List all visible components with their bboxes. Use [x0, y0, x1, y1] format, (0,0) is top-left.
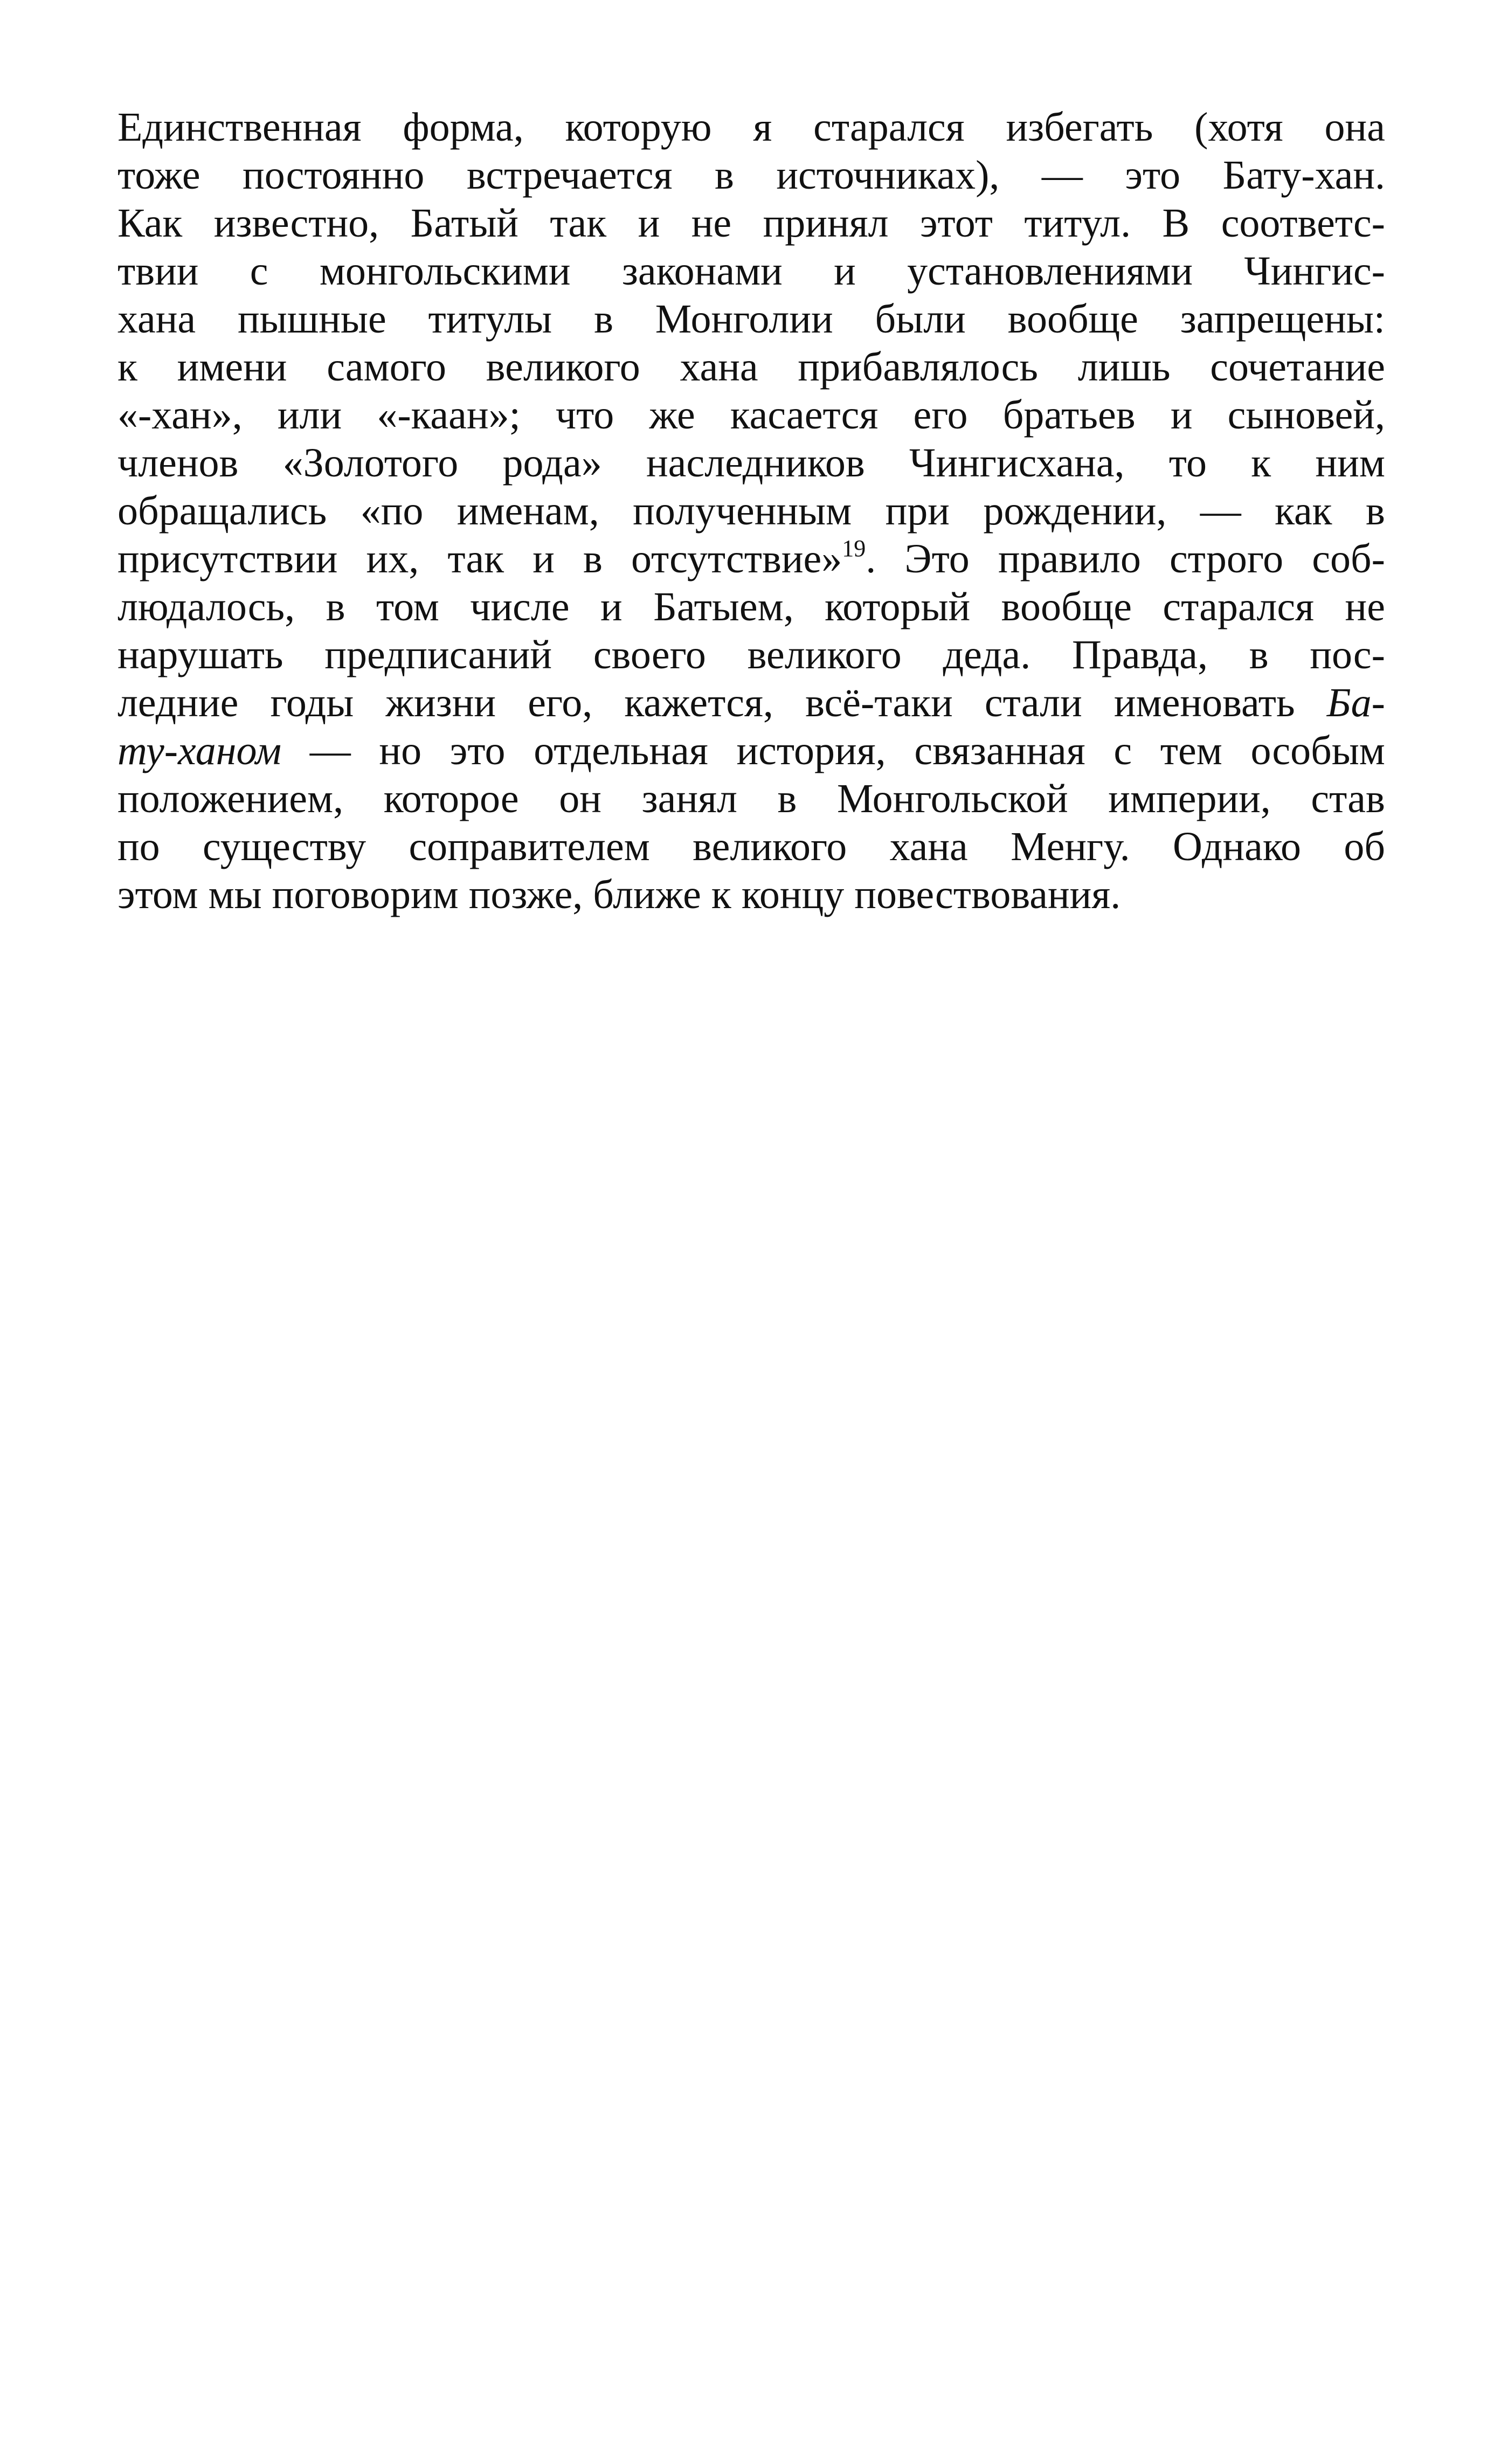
word: концу [741, 872, 845, 917]
word: источниках), [776, 153, 1000, 198]
word: лишь [1077, 344, 1171, 390]
word: великого [486, 344, 640, 390]
word: этом [117, 872, 198, 917]
word: деда. [943, 632, 1031, 677]
footnote-reference[interactable]: 19 [842, 535, 866, 562]
word: же [649, 392, 695, 438]
word: Единственная [117, 105, 362, 150]
word: людалось, [117, 584, 295, 629]
word: старался [1163, 584, 1315, 629]
word: предписаний [324, 632, 552, 677]
text-line-5 [117, 295, 1385, 343]
word: Правда, [1071, 632, 1208, 677]
word: в [1366, 488, 1385, 534]
word: пышные [237, 296, 386, 342]
word: по [117, 824, 160, 869]
word: рода» [502, 440, 602, 486]
word: — [1041, 153, 1083, 198]
text-line-10 [117, 535, 1385, 583]
word: старался [813, 105, 965, 150]
word: так [447, 536, 504, 582]
word: рождении, [983, 488, 1167, 534]
word: нарушать [117, 632, 283, 677]
word: пос- [1310, 632, 1385, 677]
text-line-8 [117, 439, 1385, 487]
word: с [250, 248, 268, 294]
word: существу [203, 824, 366, 869]
italic-word: Ба- [1326, 680, 1385, 725]
word: титул. [1024, 200, 1131, 246]
word: великого [747, 632, 902, 677]
word: не [691, 200, 732, 246]
word: числе [470, 584, 570, 629]
word: ближе [593, 872, 701, 917]
text-line-14 [117, 727, 1385, 775]
word: в [777, 776, 797, 821]
word: избегать [1006, 105, 1153, 150]
word: но [379, 728, 422, 773]
word: к [117, 344, 137, 390]
word: форма, [403, 105, 524, 150]
word: Монгольской [836, 776, 1068, 821]
word: сочетание [1210, 344, 1385, 390]
word: поговорим [272, 872, 459, 917]
word: как [1275, 488, 1332, 534]
word: запрещены: [1180, 296, 1385, 342]
word: установлениями [907, 248, 1193, 294]
word: позже, [468, 872, 583, 917]
text-line-4 [117, 247, 1385, 295]
word: (хотя [1194, 105, 1283, 150]
word: «-хан», [117, 392, 243, 438]
word: хана [117, 296, 196, 342]
word: именам, [456, 488, 599, 534]
word: присутствии [117, 536, 338, 582]
word: в [715, 153, 734, 198]
text-line-13 [117, 679, 1385, 727]
text-line-16 [117, 823, 1385, 871]
word: так [550, 200, 607, 246]
word: соправителем [409, 824, 650, 869]
word: хана [889, 824, 968, 869]
text-line-1 [117, 103, 1385, 151]
word: прибавлялось [798, 344, 1039, 390]
word: В [1162, 200, 1190, 246]
word: законами [621, 248, 783, 294]
word: империи, [1108, 776, 1271, 821]
word: стали [984, 680, 1082, 725]
word: Бату-хан. [1222, 153, 1385, 198]
word: это [1125, 153, 1181, 198]
word: его [913, 392, 968, 438]
word: и [532, 536, 555, 582]
italic-word: ту-ханом [117, 728, 282, 773]
word: в [1249, 632, 1269, 677]
word: принял [763, 200, 889, 246]
word: вообще [1001, 584, 1132, 629]
footnote-punctuation: . [866, 536, 876, 582]
word: — [1200, 488, 1241, 534]
word: тоже [117, 153, 200, 198]
word: всё-таки [805, 680, 953, 725]
word: Монголии [655, 296, 833, 342]
word: Чингис- [1244, 248, 1385, 294]
word: ледние [117, 680, 239, 725]
text-line-2 [117, 151, 1385, 199]
word: братьев [1002, 392, 1136, 438]
word: в [594, 296, 613, 342]
word: который [825, 584, 971, 629]
word: жизни [385, 680, 496, 725]
word: Батыем, [653, 584, 794, 629]
word: имени [177, 344, 287, 390]
word: членов [117, 440, 239, 486]
word: соответс- [1221, 200, 1385, 246]
word: известно, [213, 200, 379, 246]
word: в [583, 536, 603, 582]
word: при [885, 488, 950, 534]
word: монгольскими [319, 248, 571, 294]
word: повествования. [854, 872, 1121, 917]
word: положением, [117, 776, 344, 821]
word: не [1345, 584, 1385, 629]
word: к [1251, 440, 1271, 486]
word: соб- [1312, 536, 1385, 582]
word: став [1311, 776, 1385, 821]
word: твии [117, 248, 199, 294]
word: этот [919, 200, 993, 246]
word: или [277, 392, 342, 438]
text-line-11 [117, 583, 1385, 631]
word: обращались [117, 488, 327, 534]
word: к [711, 872, 731, 917]
word: их, [366, 536, 419, 582]
text-line-6 [117, 343, 1385, 391]
word: «Золотого [282, 440, 459, 486]
word: особым [1250, 728, 1385, 773]
word: самого [327, 344, 446, 390]
word: и [638, 200, 660, 246]
word: его, [528, 680, 593, 725]
word: он [559, 776, 601, 821]
word: то [1168, 440, 1207, 486]
word: встречается [466, 153, 673, 198]
word: отдельная [534, 728, 708, 773]
word: история, [736, 728, 886, 773]
word: годы [270, 680, 354, 725]
word: том [376, 584, 439, 629]
word: кажется, [624, 680, 773, 725]
word: связанная [914, 728, 1085, 773]
word: занял [641, 776, 737, 821]
word: и [1170, 392, 1193, 438]
word-with-footnote [631, 535, 876, 583]
word: с [1113, 728, 1132, 773]
word: которое [383, 776, 519, 821]
word: в [326, 584, 345, 629]
word: Как [117, 200, 183, 246]
word: правило [998, 536, 1141, 582]
word: «-каан»; [377, 392, 521, 438]
word: — [309, 728, 351, 773]
word: об [1344, 824, 1385, 869]
word: Чингисхана, [909, 440, 1125, 486]
text-line-17 [117, 871, 1385, 919]
word: титулы [428, 296, 552, 342]
word: были [875, 296, 966, 342]
word: ним [1315, 440, 1385, 486]
word: мы [208, 872, 262, 917]
word: постоянно [243, 153, 425, 198]
text-line-12 [117, 631, 1385, 679]
word: «по [360, 488, 424, 534]
text-line-7 [117, 391, 1385, 439]
word: это [449, 728, 506, 773]
word: наследников [646, 440, 865, 486]
text-line-9 [117, 487, 1385, 535]
word: вообще [1007, 296, 1138, 342]
word: Менгу. [1011, 824, 1130, 869]
word: касается [730, 392, 879, 438]
word: и [834, 248, 856, 294]
text-line-15 [117, 775, 1385, 823]
word: Это [904, 536, 970, 582]
word: и [600, 584, 622, 629]
body-paragraph [117, 103, 1385, 919]
word: сыновей, [1227, 392, 1385, 438]
word: Однако [1172, 824, 1301, 869]
word: тем [1160, 728, 1222, 773]
word: я [753, 105, 772, 150]
word: она [1324, 105, 1385, 150]
word: хана [680, 344, 758, 390]
word: что [555, 392, 614, 438]
word: строго [1169, 536, 1284, 582]
word: Батый [410, 200, 518, 246]
text-line-3 [117, 199, 1385, 247]
word: великого [693, 824, 847, 869]
word: полученным [633, 488, 852, 534]
word: именовать [1113, 680, 1295, 725]
word: отсутствие» [631, 536, 842, 582]
word: которую [565, 105, 712, 150]
word: своего [593, 632, 706, 677]
